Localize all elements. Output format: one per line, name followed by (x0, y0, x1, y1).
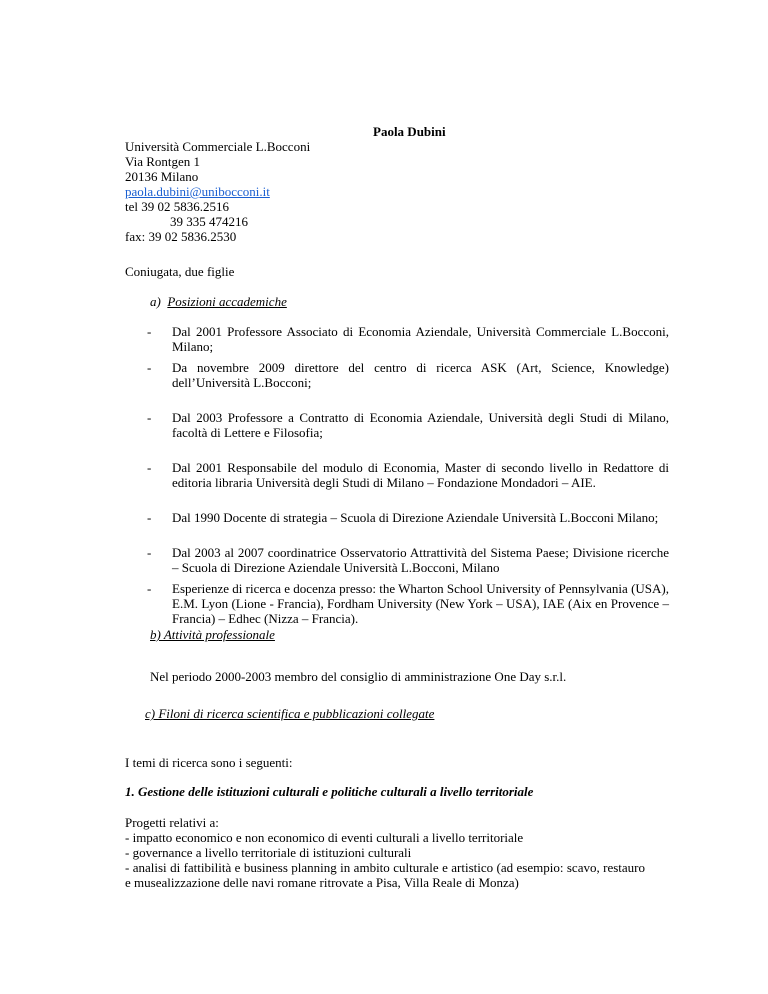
bullet-dash: - (147, 360, 152, 375)
section-b-heading (150, 627, 275, 642)
academic-text: Dal 1990 Docente di strategia – Scuola di Direzione Aziendale Università L.Bocconi Milano; (172, 510, 659, 525)
section-a-label: a) (150, 294, 161, 309)
project-item: - impatto economico e non economico di eventi culturali a livello territoriale (125, 830, 524, 845)
research-intro: I temi di ricerca sono i seguenti: (125, 755, 293, 770)
bullet-dash: - (147, 460, 152, 475)
personal-status: Coniugata, due figlie (125, 264, 235, 279)
phone: tel 39 02 5836.2516 (125, 199, 229, 214)
section-a-title: Posizioni accademiche (167, 294, 287, 309)
projects-intro: Progetti relativi a: (125, 815, 219, 830)
email-link[interactable]: paola.dubini@unibocconi.it (125, 184, 270, 199)
bullet-dash: - (147, 581, 152, 596)
project-item: - governance a livello territoriale di istituzioni culturali (125, 845, 412, 860)
academic-text: Dal 2001 Responsabile del modulo di Economia, Master di secondo livello in Redattore di editoria libraria Università degli Studi di Milano – Fondazione Mondadori – AIE. (172, 460, 669, 490)
fax: fax: 39 02 5836.2530 (125, 229, 237, 244)
address-block (125, 139, 310, 244)
project-item: - analisi di fattibilità e business planning in ambito culturale e artistico (ad esempio: scavo, restauro e musealizzazione delle navi romane ritrovate a Pisa, Villa Reale di Monza) (125, 860, 645, 890)
bullet-dash: - (147, 410, 152, 425)
street: Via Rontgen 1 (125, 154, 201, 169)
research-topic-heading: 1. Gestione delle istituzioni culturali e politiche culturali a livello territoriale (125, 784, 534, 799)
section-b-title: b) Attività professionale (150, 627, 275, 642)
bullet-dash: - (147, 324, 152, 339)
section-c-heading (145, 706, 434, 721)
academic-text: Esperienze di ricerca e docenza presso: the Wharton School University of Pennsylvania (USA), E.M. Lyon (Lione - Francia), Fordham University (New York – USA), IAE (Aix en Provence – Francia) – Edhec (Nizza – Francia). (172, 581, 669, 626)
city: 20136 Milano (125, 169, 199, 184)
academic-text: Dal 2001 Professore Associato di Economia Aziendale, Università Commerciale L.Bocconi, Milano; (172, 324, 669, 354)
institution: Università Commerciale L.Bocconi (125, 139, 311, 154)
bullet-dash: - (147, 510, 152, 525)
author-name: Paola Dubini (373, 124, 446, 139)
projects-block (125, 815, 645, 890)
mobile-phone: 39 335 474216 (170, 214, 248, 229)
academic-text: Da novembre 2009 direttore del centro di ricerca ASK (Art, Science, Knowledge) dell’Università L.Bocconi; (172, 360, 669, 390)
academic-text: Dal 2003 al 2007 coordinatrice Osservatorio Attrattività del Sistema Paese; Divisione ricerche – Scuola di Direzione Aziendale Università L.Bocconi, Milano (172, 545, 669, 575)
academic-text: Dal 2003 Professore a Contratto di Economia Aziendale, Università degli Studi di Milano, facoltà di Lettere e Filosofia; (172, 410, 669, 440)
section-a-heading (150, 294, 287, 309)
professional-text: Nel periodo 2000-2003 membro del consiglio di amministrazione One Day s.r.l. (150, 669, 567, 684)
bullet-dash: - (147, 545, 152, 560)
section-c-title: c) Filoni di ricerca scientifica e pubblicazioni collegate (145, 706, 435, 721)
